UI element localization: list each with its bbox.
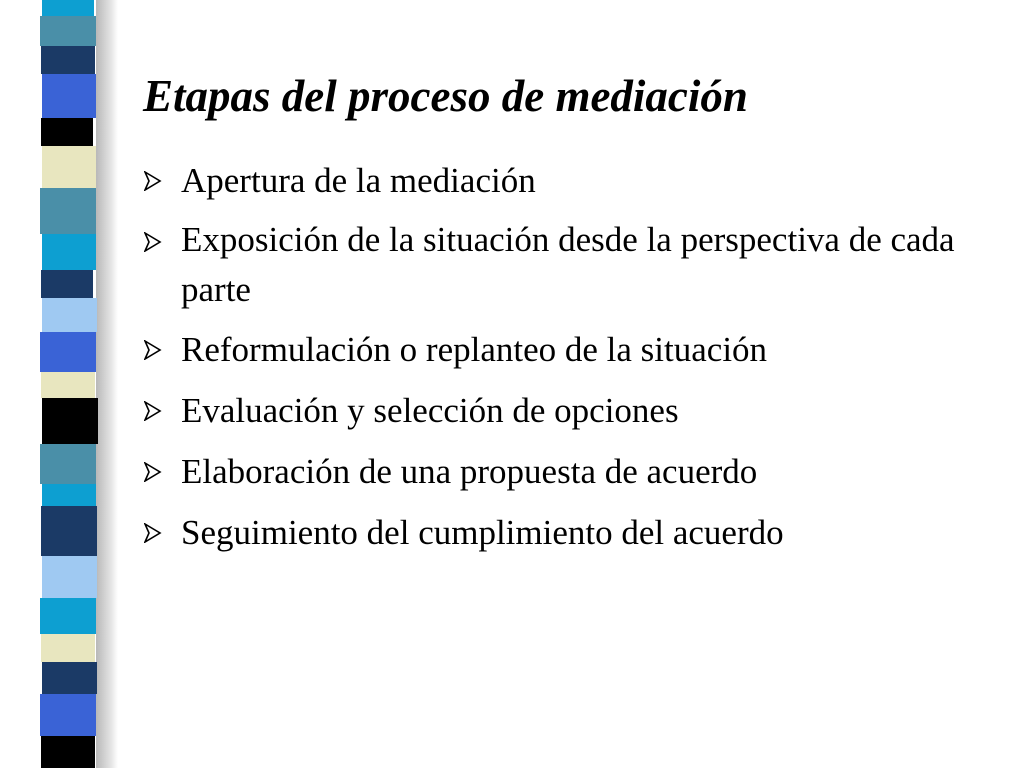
stripe-block (42, 298, 97, 332)
arrowhead-bullet-icon (142, 323, 166, 376)
slide-title: Etapas del proceso de mediación (143, 71, 748, 121)
bullet-item (142, 384, 1002, 437)
stripe-block (40, 444, 96, 484)
stripe-block (42, 234, 96, 270)
stripe-block (42, 556, 97, 598)
stripe-block (42, 398, 98, 444)
stripe-block (41, 270, 93, 298)
stripe-block (42, 0, 94, 16)
stripe-block (40, 598, 96, 634)
arrowhead-bullet-icon (142, 445, 166, 498)
stripe-block (42, 662, 97, 694)
stripe-block (42, 74, 96, 118)
decorative-stripe-band (0, 0, 120, 768)
stripe-block (42, 484, 96, 506)
bullet-item (142, 506, 1002, 559)
stripe-block (41, 118, 93, 146)
bullet-item (142, 215, 1002, 315)
bullet-item (142, 445, 1002, 498)
bullet-text: Seguimiento del cumplimiento del acuerdo (181, 513, 784, 552)
stripe-block (40, 694, 96, 736)
stripe-block (41, 736, 95, 768)
stripe-block (41, 506, 97, 556)
bullet-item (142, 154, 1002, 207)
bullet-text: Reformulación o replanteo de la situación (181, 330, 768, 369)
stripe-block (41, 372, 95, 398)
arrowhead-bullet-icon (142, 215, 166, 268)
arrowhead-bullet-icon (142, 384, 166, 437)
stripe-block (40, 332, 96, 372)
bullet-text: Evaluación y selección de opciones (181, 391, 679, 430)
arrowhead-bullet-icon (142, 154, 166, 207)
stripe-block (41, 634, 95, 662)
bullet-text: Elaboración de una propuesta de acuerdo (181, 452, 758, 491)
bullet-text: Exposición de la situación desde la perspectiva de cada parte (181, 220, 955, 309)
stripe-block (40, 16, 96, 46)
stripe-block (41, 46, 95, 74)
arrowhead-bullet-icon (142, 506, 166, 559)
stripe-block (42, 146, 96, 188)
bullet-list (142, 154, 1002, 567)
bullet-item (142, 323, 1002, 376)
bullet-text: Apertura de la mediación (181, 161, 536, 200)
stripe-block (40, 188, 96, 234)
